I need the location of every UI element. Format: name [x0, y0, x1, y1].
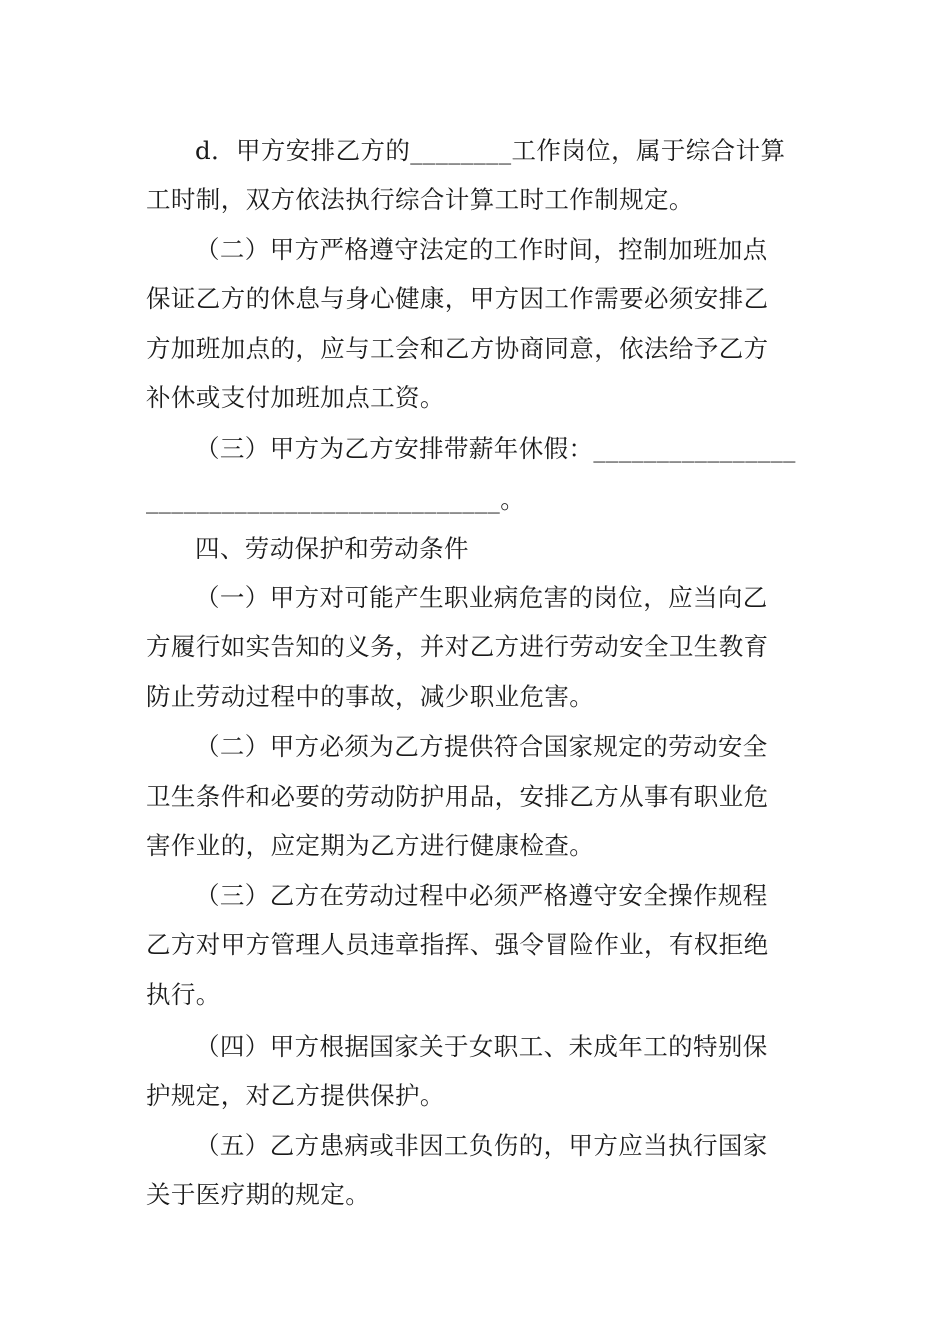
paragraph-line: ____________________________。 [146, 485, 526, 514]
paragraph-line: （二）甲方严格遵守法定的工作时间，控制加班加点 [195, 235, 768, 264]
paragraph-line: 防止劳动过程中的事故，减少职业危害。 [146, 682, 595, 711]
paragraph-line: 保证乙方的休息与身心健康，甲方因工作需要必须安排乙 [146, 284, 769, 313]
paragraph-line: 方加班加点的，应与工会和乙方协商同意，依法给予乙方 [146, 334, 769, 363]
paragraph-line: 执行。 [146, 980, 221, 1009]
paragraph-line: 卫生条件和必要的劳动防护用品，安排乙方从事有职业危 [146, 782, 769, 811]
paragraph-line: 护规定，对乙方提供保护。 [146, 1081, 445, 1110]
paragraph-line: 害作业的，应定期为乙方进行健康检查。 [146, 831, 595, 860]
section-heading: 四、劳动保护和劳动条件 [195, 534, 469, 563]
paragraph-line: （一）甲方对可能产生职业病危害的岗位，应当向乙 [195, 583, 768, 612]
paragraph-line: 工时制，双方依法执行综合计算工时工作制规定。 [146, 185, 694, 214]
paragraph-line: （三）乙方在劳动过程中必须严格遵守安全操作规程 [195, 881, 768, 910]
paragraph-line: （二）甲方必须为乙方提供符合国家规定的劳动安全 [195, 732, 768, 761]
paragraph-line: 补休或支付加班加点工资。 [146, 383, 445, 412]
paragraph-line: （三）甲方为乙方安排带薪年休假：________________ [195, 434, 796, 463]
paragraph-line: （五）乙方患病或非因工负伤的，甲方应当执行国家 [195, 1131, 768, 1160]
paragraph-line: d．甲方安排乙方的________工作岗位，属于综合计算 [195, 136, 786, 165]
paragraph-line: （四）甲方根据国家关于女职工、未成年工的特别保 [195, 1032, 768, 1061]
paragraph-line: 方履行如实告知的义务，并对乙方进行劳动安全卫生教育 [146, 632, 769, 661]
paragraph-line: 关于医疗期的规定。 [146, 1180, 371, 1209]
paragraph-line: 乙方对甲方管理人员违章指挥、强令冒险作业，有权拒绝 [146, 930, 769, 959]
